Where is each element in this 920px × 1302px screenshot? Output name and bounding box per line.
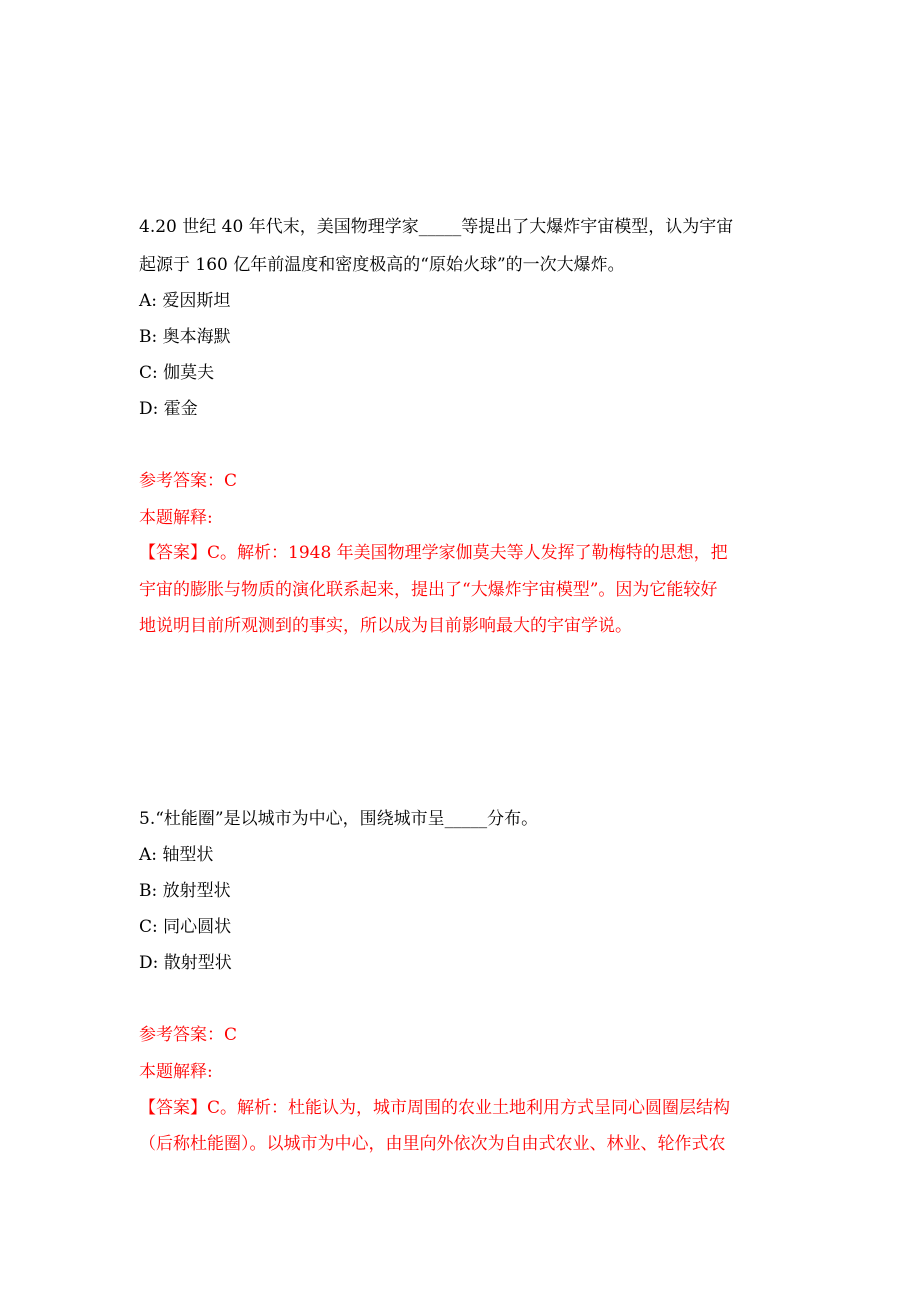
- q5-explanation-line-2: （后称杜能圈）。以城市为中心，由里向外依次为自由式农业、林业、轮作式农: [139, 1134, 726, 1154]
- q5-option-b: B: 放射型状: [139, 881, 231, 901]
- q5-stem-line-1: 5.“杜能圈”是以城市为中心，围绕城市呈_____分布。: [139, 809, 539, 829]
- q5-explanation-line-1: 【答案】C。解析：杜能认为，城市周围的农业土地利用方式呈同心圆圈层结构: [139, 1098, 731, 1118]
- q4-stem-line-1: 4.20 世纪 40 年代末，美国物理学家_____等提出了大爆炸宇宙模型，认为宇宙: [139, 217, 734, 237]
- q4-option-a: A: 爱因斯坦: [139, 291, 231, 311]
- q4-explanation-line-2: 宇宙的膨胀与物质的演化联系起来，提出了“大爆炸宇宙模型”。因为它能较好: [139, 580, 718, 600]
- q4-option-d: D: 霍金: [139, 399, 198, 419]
- q5-option-a: A: 轴型状: [139, 845, 214, 865]
- q5-option-d: D: 散射型状: [139, 953, 232, 973]
- q4-explanation-line-3: 地说明目前所观测到的事实，所以成为目前影响最大的宇宙学说。: [139, 616, 632, 636]
- q4-option-c: C: 伽莫夫: [139, 363, 215, 383]
- q4-stem-line-2: 起源于 160 亿年前温度和密度极高的“原始火球”的一次大爆炸。: [139, 255, 625, 275]
- q4-option-b: B: 奥本海默: [139, 327, 231, 347]
- q5-answer: 参考答案：C: [139, 1025, 238, 1045]
- q5-explain-label: 本题解释:: [139, 1062, 213, 1082]
- q5-option-c: C: 同心圆状: [139, 917, 232, 937]
- q4-explain-label: 本题解释:: [139, 508, 213, 528]
- q4-answer: 参考答案：C: [139, 471, 238, 491]
- q4-explanation-line-1: 【答案】C。解析：1948 年美国物理学家伽莫夫等人发挥了勒梅特的思想，把: [139, 543, 728, 563]
